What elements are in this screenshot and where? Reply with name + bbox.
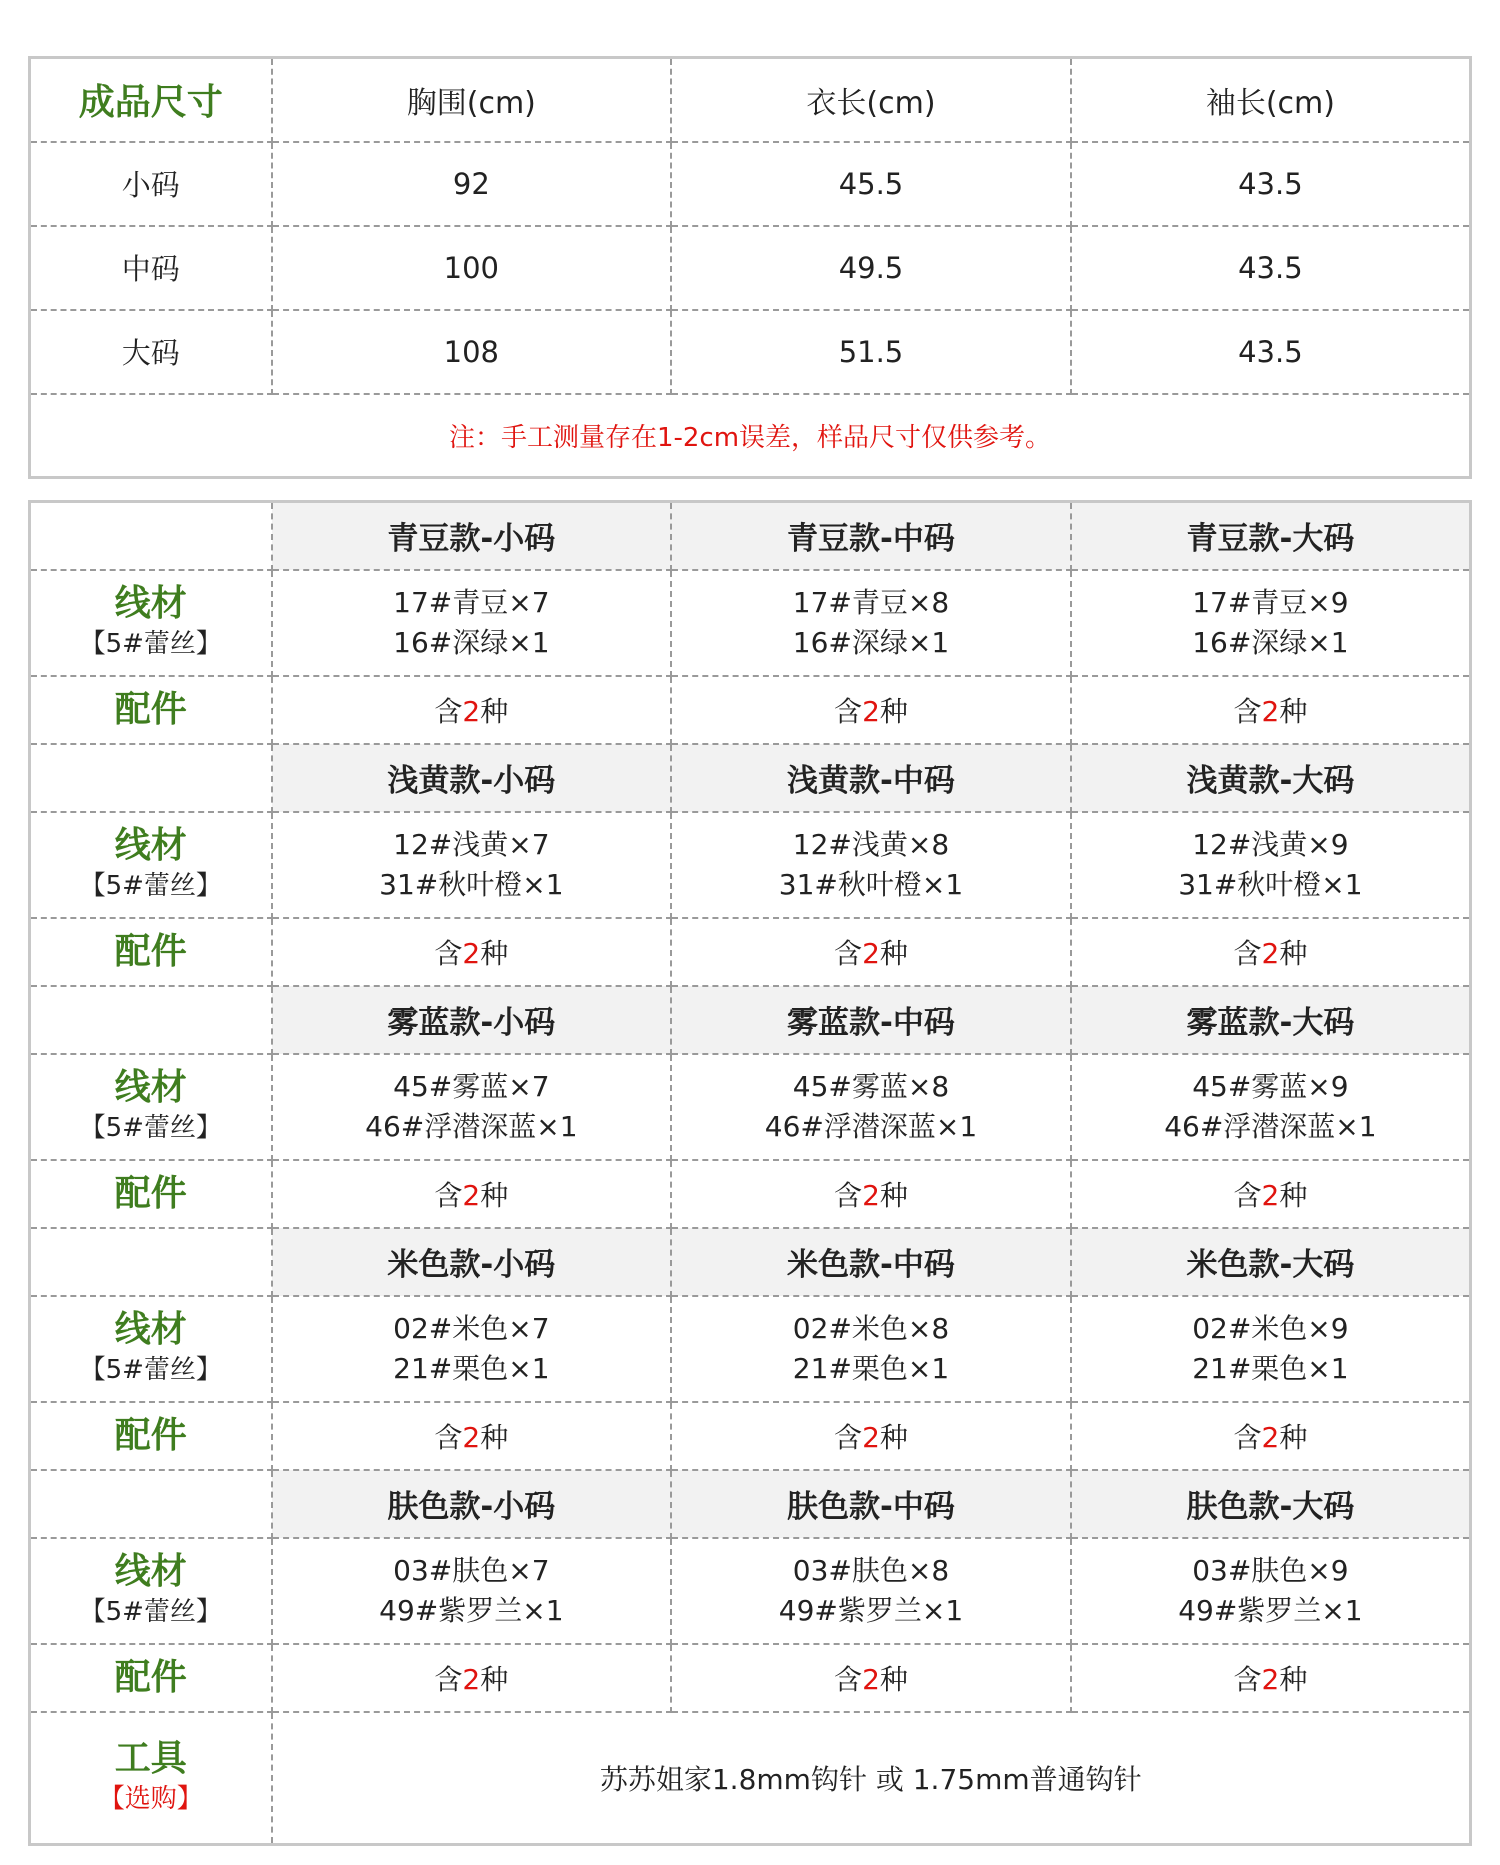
- yarn-label: 线材: [114, 1550, 187, 1592]
- yarn-sub-label: 【5#蕾丝】: [79, 1112, 222, 1143]
- size-value: 43.5: [1071, 310, 1471, 394]
- size-col-header: 衣长(cm): [671, 58, 1071, 142]
- accessory-label-cell: [30, 1160, 272, 1228]
- yarn-line: 17#青豆×8: [792, 585, 950, 619]
- accessory-prefix: 含: [434, 936, 463, 970]
- accessory-row: [30, 1160, 1471, 1228]
- accessory-prefix: 含: [834, 1662, 863, 1696]
- accessory-suffix: 种: [480, 694, 509, 728]
- accessory-cell: [1071, 1160, 1471, 1228]
- accessory-cell: [671, 1160, 1071, 1228]
- tool-label-cell: [30, 1712, 272, 1845]
- accessory-cell: [671, 676, 1071, 744]
- variant-header-row: [30, 502, 1471, 570]
- yarn-line: 45#雾蓝×9: [1192, 1069, 1349, 1103]
- yarn-cell: [671, 1538, 1071, 1644]
- yarn-sub-label: 【5#蕾丝】: [79, 870, 222, 901]
- size-value: 108: [272, 310, 672, 394]
- yarn-label-cell: [30, 1054, 272, 1160]
- variant-header: 肤色款-大码: [1071, 1470, 1471, 1538]
- yarn-label: 线材: [114, 582, 187, 624]
- yarn-line: 31#秋叶橙×1: [778, 867, 964, 901]
- size-name: 中码: [30, 226, 272, 310]
- accessory-count: 2: [462, 1662, 481, 1696]
- yarn-sub-label: 【5#蕾丝】: [79, 628, 222, 659]
- accessory-suffix: 种: [480, 1178, 509, 1212]
- accessory-suffix: 种: [879, 1420, 908, 1454]
- accessory-count: 2: [862, 1178, 880, 1212]
- accessory-row: [30, 918, 1471, 986]
- yarn-line: 03#肤色×8: [792, 1553, 950, 1587]
- materials-body: [30, 502, 1471, 1845]
- accessory-count: 2: [862, 694, 880, 728]
- size-value: 45.5: [671, 142, 1071, 226]
- accessory-cell: [272, 676, 672, 744]
- note-row: [30, 394, 1471, 478]
- accessory-prefix: 含: [834, 936, 863, 970]
- accessory-count: 2: [462, 1178, 481, 1212]
- yarn-line: 45#雾蓝×7: [393, 1069, 550, 1103]
- blank-cell: [30, 1470, 272, 1538]
- yarn-cell: [1071, 812, 1471, 918]
- size-row: [30, 226, 1471, 310]
- variant-header: 浅黄款-大码: [1071, 744, 1471, 812]
- accessory-prefix: 含: [1233, 1662, 1262, 1696]
- yarn-line: 46#浮潜深蓝×1: [764, 1109, 978, 1143]
- size-value: 100: [272, 226, 672, 310]
- yarn-sub-label: 【5#蕾丝】: [79, 1596, 222, 1627]
- yarn-line: 21#栗色×1: [792, 1351, 950, 1385]
- accessory-count: 2: [462, 694, 481, 728]
- yarn-line: 12#浅黄×9: [1192, 827, 1349, 861]
- accessory-cell: [1071, 1644, 1471, 1712]
- yarn-cell: [1071, 1296, 1471, 1402]
- yarn-cell: [272, 1054, 672, 1160]
- accessory-prefix: 含: [1233, 1420, 1262, 1454]
- accessory-cell: [1071, 918, 1471, 986]
- yarn-line: 45#雾蓝×8: [792, 1069, 950, 1103]
- accessory-suffix: 种: [1279, 1420, 1308, 1454]
- variant-header: 浅黄款-中码: [671, 744, 1071, 812]
- yarn-line: 12#浅黄×8: [792, 827, 950, 861]
- yarn-cell: [272, 1538, 672, 1644]
- accessory-label-cell: [30, 918, 272, 986]
- yarn-line: 17#青豆×9: [1192, 585, 1349, 619]
- variant-header: 雾蓝款-中码: [671, 986, 1071, 1054]
- yarn-label: 线材: [114, 1308, 187, 1350]
- accessory-prefix: 含: [1233, 936, 1262, 970]
- size-row: [30, 310, 1471, 394]
- accessory-label-cell: [30, 676, 272, 744]
- accessory-row: [30, 1402, 1471, 1470]
- accessory-cell: [671, 918, 1071, 986]
- accessory-suffix: 种: [1279, 936, 1308, 970]
- variant-header: 青豆款-小码: [272, 502, 672, 570]
- variant-header: 雾蓝款-小码: [272, 986, 672, 1054]
- yarn-sub-label: 【5#蕾丝】: [79, 1354, 222, 1385]
- variant-header-row: [30, 986, 1471, 1054]
- accessory-label: 配件: [114, 688, 187, 730]
- accessory-count: 2: [862, 1662, 880, 1696]
- accessory-prefix: 含: [434, 1420, 463, 1454]
- yarn-line: 49#紫罗兰×1: [1178, 1593, 1363, 1627]
- size-header-label: 成品尺寸: [30, 58, 272, 142]
- variant-header: 浅黄款-小码: [272, 744, 672, 812]
- accessory-suffix: 种: [879, 694, 908, 728]
- yarn-label-cell: [30, 1538, 272, 1644]
- accessory-count: 2: [862, 1420, 880, 1454]
- yarn-cell: [1071, 570, 1471, 676]
- size-value: 43.5: [1071, 142, 1471, 226]
- size-row: [30, 142, 1471, 226]
- variant-header: 米色款-大码: [1071, 1228, 1471, 1296]
- accessory-cell: [272, 1160, 672, 1228]
- yarn-cell: [671, 812, 1071, 918]
- accessory-cell: [272, 1644, 672, 1712]
- variant-header-row: [30, 1228, 1471, 1296]
- size-value: 51.5: [671, 310, 1071, 394]
- yarn-row: [30, 570, 1471, 676]
- yarn-row: [30, 812, 1471, 918]
- accessory-label-cell: [30, 1402, 272, 1470]
- accessory-suffix: 种: [1279, 1178, 1308, 1212]
- yarn-line: 21#栗色×1: [393, 1351, 550, 1385]
- accessory-count: 2: [462, 1420, 481, 1454]
- size-col-header: 胸围(cm): [272, 58, 672, 142]
- accessory-prefix: 含: [834, 1420, 863, 1454]
- materials-table: [28, 500, 1472, 1846]
- size-header-row: [30, 58, 1471, 142]
- yarn-line: 31#秋叶橙×1: [1178, 867, 1363, 901]
- blank-cell: [30, 1228, 272, 1296]
- tool-label: 工具: [114, 1737, 187, 1779]
- accessory-label: 配件: [114, 1414, 187, 1456]
- tool-sub-label: 【选购】: [98, 1783, 203, 1814]
- variant-header: 米色款-小码: [272, 1228, 672, 1296]
- variant-header: 肤色款-中码: [671, 1470, 1071, 1538]
- yarn-row: [30, 1296, 1471, 1402]
- accessory-label-cell: [30, 1644, 272, 1712]
- accessory-cell: [671, 1644, 1071, 1712]
- variant-header: 米色款-中码: [671, 1228, 1071, 1296]
- yarn-cell: [671, 570, 1071, 676]
- yarn-line: 03#肤色×7: [393, 1553, 550, 1587]
- accessory-count: 2: [1261, 1662, 1280, 1696]
- accessory-cell: [1071, 676, 1471, 744]
- yarn-line: 16#深绿×1: [792, 625, 950, 659]
- accessory-count: 2: [1261, 694, 1280, 728]
- accessory-prefix: 含: [434, 1662, 463, 1696]
- yarn-line: 02#米色×7: [393, 1311, 550, 1345]
- yarn-line: 02#米色×9: [1192, 1311, 1349, 1345]
- yarn-cell: [1071, 1054, 1471, 1160]
- variant-header: 雾蓝款-大码: [1071, 986, 1471, 1054]
- yarn-cell: [272, 570, 672, 676]
- accessory-row: [30, 1644, 1471, 1712]
- yarn-line: 49#紫罗兰×1: [379, 1593, 564, 1627]
- accessory-suffix: 种: [1279, 694, 1308, 728]
- blank-cell: [30, 744, 272, 812]
- accessory-label: 配件: [114, 930, 187, 972]
- accessory-prefix: 含: [834, 1178, 863, 1212]
- accessory-count: 2: [462, 936, 481, 970]
- accessory-prefix: 含: [834, 694, 863, 728]
- accessory-cell: [1071, 1402, 1471, 1470]
- accessory-label: 配件: [114, 1172, 187, 1214]
- accessory-cell: [272, 1402, 672, 1470]
- yarn-line: 21#栗色×1: [1192, 1351, 1349, 1385]
- size-note: 注：手工测量存在1-2cm误差，样品尺寸仅供参考。: [30, 394, 1471, 478]
- accessory-suffix: 种: [1279, 1662, 1308, 1696]
- yarn-cell: [671, 1054, 1071, 1160]
- accessory-count: 2: [1261, 936, 1280, 970]
- variant-header-row: [30, 744, 1471, 812]
- size-value: 49.5: [671, 226, 1071, 310]
- size-table: [28, 56, 1472, 479]
- yarn-line: 31#秋叶橙×1: [379, 867, 564, 901]
- accessory-count: 2: [1261, 1420, 1280, 1454]
- size-name: 小码: [30, 142, 272, 226]
- yarn-line: 03#肤色×9: [1192, 1553, 1349, 1587]
- accessory-count: 2: [862, 936, 880, 970]
- accessory-suffix: 种: [480, 1420, 509, 1454]
- yarn-line: 17#青豆×7: [393, 585, 550, 619]
- accessory-prefix: 含: [434, 1178, 463, 1212]
- yarn-cell: [272, 1296, 672, 1402]
- variant-header: 肤色款-小码: [272, 1470, 672, 1538]
- yarn-row: [30, 1054, 1471, 1160]
- accessory-cell: [671, 1402, 1071, 1470]
- yarn-cell: [671, 1296, 1071, 1402]
- yarn-cell: [272, 812, 672, 918]
- accessory-suffix: 种: [879, 1178, 908, 1212]
- yarn-label: 线材: [114, 824, 187, 866]
- yarn-label-cell: [30, 812, 272, 918]
- accessory-suffix: 种: [879, 1662, 908, 1696]
- accessory-label: 配件: [114, 1656, 187, 1698]
- accessory-prefix: 含: [1233, 1178, 1262, 1212]
- yarn-label: 线材: [114, 1066, 187, 1108]
- accessory-suffix: 种: [480, 936, 509, 970]
- variant-header: 青豆款-大码: [1071, 502, 1471, 570]
- accessory-prefix: 含: [1233, 694, 1262, 728]
- yarn-line: 16#深绿×1: [393, 625, 550, 659]
- size-value: 43.5: [1071, 226, 1471, 310]
- yarn-line: 16#深绿×1: [1192, 625, 1349, 659]
- blank-cell: [30, 986, 272, 1054]
- yarn-line: 02#米色×8: [792, 1311, 950, 1345]
- size-value: 92: [272, 142, 672, 226]
- size-col-header: 袖长(cm): [1071, 58, 1471, 142]
- variant-header-row: [30, 1470, 1471, 1538]
- accessory-count: 2: [1261, 1178, 1280, 1212]
- accessory-cell: [272, 918, 672, 986]
- tool-description: 苏苏姐家1.8mm钩针 或 1.75mm普通钩针: [272, 1712, 1471, 1845]
- tool-row: [30, 1712, 1471, 1845]
- yarn-label-cell: [30, 1296, 272, 1402]
- accessory-suffix: 种: [480, 1662, 509, 1696]
- size-name: 大码: [30, 310, 272, 394]
- yarn-row: [30, 1538, 1471, 1644]
- yarn-label-cell: [30, 570, 272, 676]
- accessory-prefix: 含: [434, 694, 463, 728]
- yarn-line: 46#浮潜深蓝×1: [1164, 1109, 1377, 1143]
- accessory-row: [30, 676, 1471, 744]
- yarn-cell: [1071, 1538, 1471, 1644]
- blank-cell: [30, 502, 272, 570]
- variant-header: 青豆款-中码: [671, 502, 1071, 570]
- accessory-suffix: 种: [879, 936, 908, 970]
- yarn-line: 49#紫罗兰×1: [778, 1593, 964, 1627]
- yarn-line: 12#浅黄×7: [393, 827, 550, 861]
- yarn-line: 46#浮潜深蓝×1: [365, 1109, 578, 1143]
